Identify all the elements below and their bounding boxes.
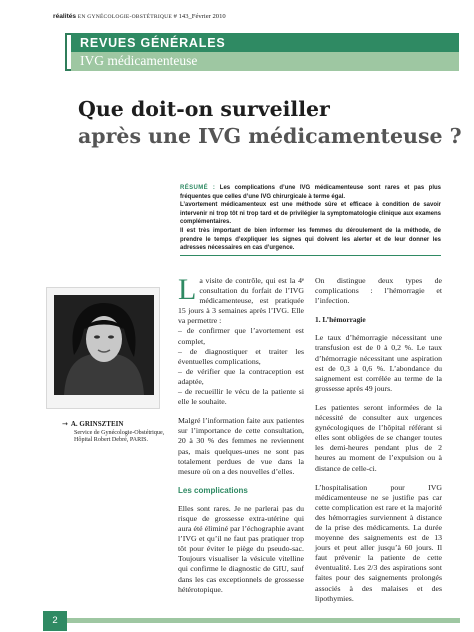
body-list-2: – de diagnostiquer et traiter les éventuelles complications, bbox=[178, 346, 304, 366]
author-block bbox=[62, 421, 164, 445]
abstract-label: RÉSUMÉ : bbox=[180, 185, 216, 191]
body-list-3: – de vérifier que la contraception est adaptée, bbox=[178, 366, 304, 386]
abstract-p1: Les complications d’une IVG médicamenteuse sont rares et pas plus fréquentes que celles d’une IVG chirurgicale à terme égal. bbox=[180, 185, 441, 200]
arrow-right-icon: → bbox=[62, 420, 68, 428]
body-column-left bbox=[178, 273, 304, 604]
author-name: A. GRINSZTEIN bbox=[70, 420, 124, 428]
body-intro: a visite de contrôle, qui est la 4ᵉ consultation du forfait de l’IVG médicamenteuse, est pratiquée 15 jours à 3 semaines après l’IVG. Elle va permettre : bbox=[178, 276, 304, 326]
author-photo-frame bbox=[46, 287, 160, 409]
body-paragraph-3: Elles sont rares. Je ne parlerai pas du risque de grossesse extra-utérine qui aura été éliminé par l’échographie avant l’IVG et qu’il ne faut pas pratiquer trop tôt pour éviter le piège du pseudo-sac. Toujours visualiser la vésicule vitelline qui confirme le diagnostic de GIU, sauf dans les cas exceptionnels de grossesse hétérotopique. bbox=[178, 503, 304, 594]
heading-complications: Les complications bbox=[178, 485, 248, 495]
author-photo bbox=[54, 295, 154, 395]
article-title bbox=[78, 96, 462, 150]
abstract bbox=[180, 184, 441, 256]
title-line-1: Que doit-on surveiller bbox=[78, 97, 330, 121]
footer bbox=[0, 610, 474, 632]
body-list-4: – de recueillir le vécu de la patiente si elle le souhaite. bbox=[178, 387, 304, 407]
journal-subject: EN GYNÉCOLOGIE-OBSTÉTRIQUE bbox=[77, 14, 172, 20]
section-topic: IVG médicamenteuse bbox=[80, 53, 198, 68]
body-right-paragraph-1: On distingue deux types de complications : l’hémorragie et l’infection. bbox=[315, 276, 442, 306]
running-header bbox=[53, 13, 226, 20]
body-column-right bbox=[315, 276, 442, 613]
body-right-paragraph-2: Le taux d’hémorragie nécessitant une transfusion est de 0 à 0,2 %. Le taux d’hémorragie nécessitant une aspiration est de 0,3 à 0,6 %. L’abondance du saignement est corrélée au terme de la grossesse après 49 jours. bbox=[315, 333, 442, 393]
section-category: REVUES GÉNÉRALES bbox=[80, 36, 226, 50]
body-list-1: – de confirmer que l’avortement est complet, bbox=[178, 326, 304, 346]
journal-name: réalités bbox=[53, 13, 77, 20]
author-affiliation-2: Hôpital Robert Debré, PARIS. bbox=[74, 437, 149, 444]
author-portrait-image bbox=[54, 295, 154, 395]
abstract-rule bbox=[180, 255, 441, 256]
body-right-paragraph-3: Les patientes seront informées de la nécessité de consulter aux urgences gynécologiques de l’hôpital référant si elles sont obligées de se changer toutes les demi-heures pendant plus de 2 heures au moment de l’expulsion ou à distance de celle-ci. bbox=[315, 402, 442, 473]
abstract-p2: L’avortement médicamenteux est une méthode sûre et efficace à condition de savoir intervenir ni trop tôt ni trop tard et de privilégier la symptomatologie clinique aux examens complémentaires. bbox=[180, 202, 441, 226]
heading-hemorragie: 1. L’hémorragie bbox=[315, 315, 366, 325]
page-number: 2 bbox=[43, 611, 67, 631]
footer-rule bbox=[60, 618, 460, 623]
author-affiliation-1: Service de Gynécologie-Obstétrique, bbox=[74, 429, 165, 436]
issue-number: # 143_Février 2010 bbox=[173, 13, 226, 20]
abstract-p3: Il est très important de bien informer les femmes du déroulement de la méthode, de prendre le temps d’expliquer les signes qui doivent les alerter et de leur donner les adresses nécessaires en cas d’urgence. bbox=[180, 227, 441, 252]
drop-cap: L bbox=[178, 273, 197, 306]
body-paragraph-2: Malgré l’information faite aux patientes sur l’importance de cette consultation, 20 à 30 % des femmes ne reviennent pas, mais quelques-unes ne sont pas totalement perdues de vue dans la mesure où on a des nouvelles d’elles. bbox=[178, 416, 304, 476]
body-right-paragraph-4: L’hospitalisation pour IVG médicamenteuse ne se justifie pas car cette complication est rare et la majorité des hémorragies surviennent à distance de la prise des médicaments. La durée moyenne des saignements est de 13 jours et peut aller jusqu’à 60 jours. Il faut prévenir la patiente de cette éventualité. Les 2/3 des aspirations sont faites pour des saignements prolongés associés à des malaises et des lipothymies. bbox=[315, 482, 442, 603]
title-line-2: après une IVG médicamenteuse ? bbox=[78, 124, 462, 148]
section-band bbox=[65, 33, 459, 71]
